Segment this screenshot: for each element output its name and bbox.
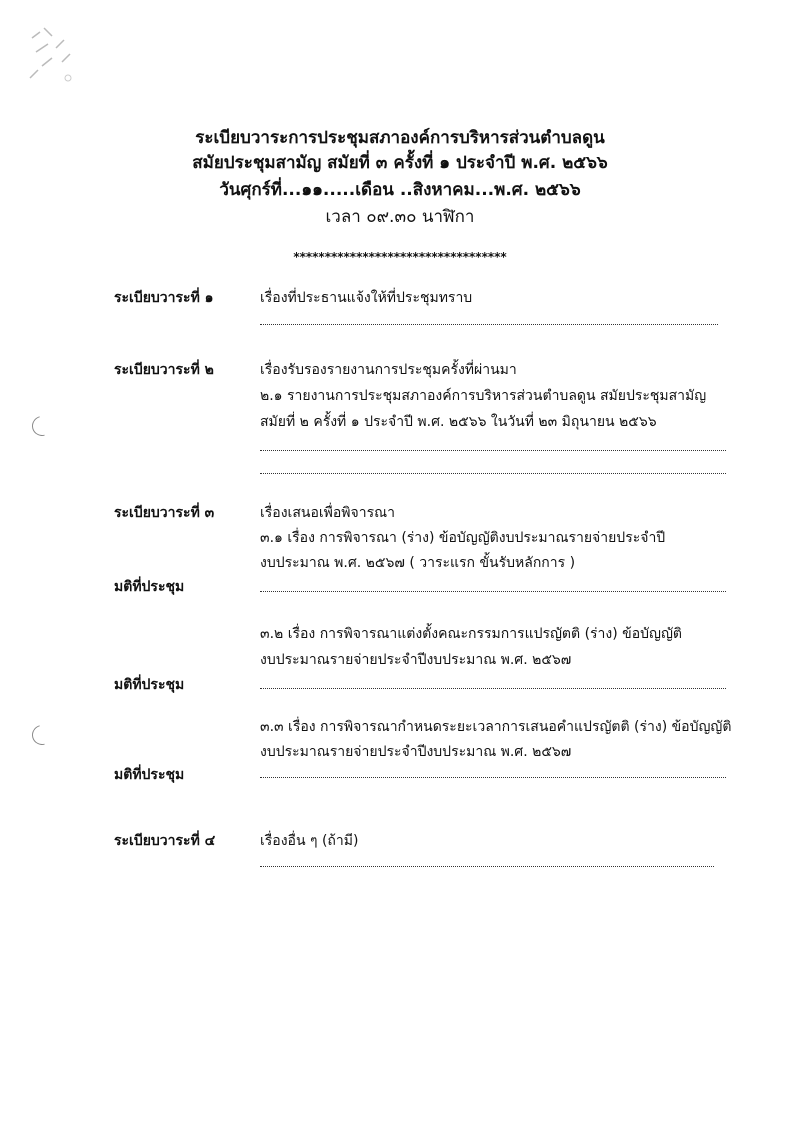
agenda-3-item1-resolution-label: มติที่ประชุม — [114, 579, 185, 595]
agenda-2-title: เรื่องรับรองรายงานการประชุมครั้งที่ผ่านมา — [260, 362, 517, 378]
session-line: สมัยประชุมสามัญ สมัยที่ ๓ ครั้งที่ ๑ ประจำปี พ.ศ. ๒๕๖๖ — [192, 153, 608, 173]
agenda-1-dotted-line — [260, 324, 718, 325]
agenda-1-label: ระเบียบวาระที่ ๑ — [114, 290, 214, 306]
agenda-3-item1-line2: งบประมาณ พ.ศ. ๒๕๖๗ ( วาระแรก ขั้นรับหลักการ ) — [260, 555, 576, 571]
agenda-3-title: เรื่องเสนอเพื่อพิจารณา — [260, 505, 395, 521]
agenda-3-item2-dotted-line — [260, 688, 726, 689]
agenda-3-item3-line2: งบประมาณรายจ่ายประจำปีงบประมาณ พ.ศ. ๒๕๖๗ — [260, 744, 572, 760]
agenda-3-item3-line1: ๓.๓ เรื่อง การพิจารณากำหนดระยะเวลาการเสนอคำแปรญัตติ (ร่าง) ข้อบัญญัติ — [260, 719, 732, 735]
agenda-3-item3-dotted-line — [260, 777, 726, 778]
agenda-4-title: เรื่องอื่น ๆ (ถ้ามี) — [260, 833, 359, 849]
punch-hole-mark-bottom — [28, 721, 55, 748]
agenda-3-label: ระเบียบวาระที่ ๓ — [114, 505, 215, 521]
agenda-2-dotted-line-2 — [260, 473, 726, 474]
agenda-2-item-line1: ๒.๑ รายงานการประชุมสภาองค์การบริหารส่วนตำบลดูน สมัยประชุมสามัญ — [260, 388, 707, 404]
agenda-4-label: ระเบียบวาระที่ ๔ — [114, 833, 216, 849]
separator: ********************************** — [293, 250, 507, 264]
punch-hole-mark-top — [28, 412, 55, 439]
agenda-2-label: ระเบียบวาระที่ ๒ — [114, 362, 214, 378]
agenda-3-item1-dotted-line — [260, 591, 726, 592]
agenda-1-title: เรื่องที่ประธานแจ้งให้ที่ประชุมทราบ — [260, 290, 473, 306]
agenda-3-item3-resolution-label: มติที่ประชุม — [114, 767, 185, 783]
document-title: ระเบียบวาระการประชุมสภาองค์การบริหารส่วนตำบลดูน — [195, 128, 605, 148]
agenda-4-dotted-line — [260, 866, 714, 867]
agenda-3-item2-line1: ๓.๒ เรื่อง การพิจารณาแต่งตั้งคณะกรรมการแปรญัตติ (ร่าง) ข้อบัญญัติ — [260, 626, 682, 642]
agenda-2-item-line2: สมัยที่ ๒ ครั้งที่ ๑ ประจำปี พ.ศ. ๒๕๖๖ ในวันที่ ๒๓ มิถุนายน ๒๕๖๖ — [260, 414, 657, 430]
agenda-3-item2-line2: งบประมาณรายจ่ายประจำปีงบประมาณ พ.ศ. ๒๕๖๗ — [260, 652, 572, 668]
agenda-2-dotted-line-1 — [260, 450, 726, 451]
agenda-3-item1-line1: ๓.๑ เรื่อง การพิจารณา (ร่าง) ข้อบัญญัติงบประมาณรายจ่ายประจำปี — [260, 530, 666, 546]
agenda-3-item2-resolution-label: มติที่ประชุม — [114, 677, 185, 693]
time-line: เวลา ๐๙.๓๐ นาฬิกา — [325, 207, 475, 227]
scan-smudge — [22, 18, 92, 93]
date-line: วันศุกร์ที่...๑๑.....เดือน ..สิงหาคม...พ.ศ. ๒๕๖๖ — [219, 180, 581, 200]
